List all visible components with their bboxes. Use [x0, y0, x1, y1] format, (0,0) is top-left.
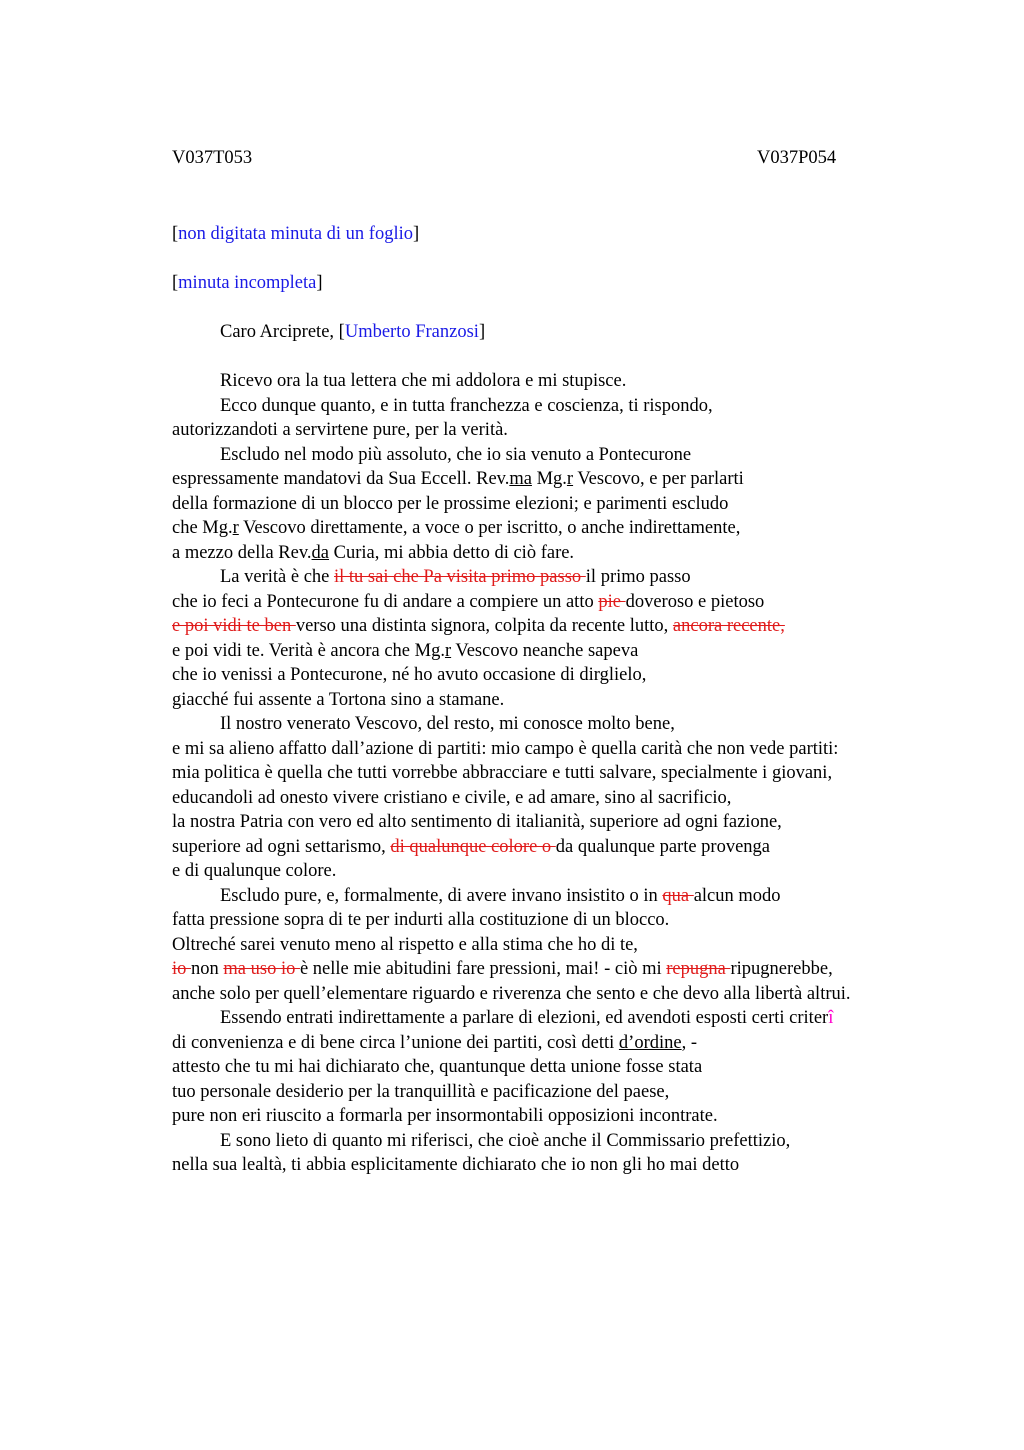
text-line: nella sua lealtà, ti abbia esplicitamente dichiarato che io non gli ho mai detto — [172, 1155, 740, 1175]
salutation: Caro Arciprete, [Umberto Franzosi] — [220, 322, 486, 342]
recipient-name: Umberto Franzosi — [344, 322, 479, 342]
text-line: Il nostro venerato Vescovo, del resto, mi conosce molto bene, — [220, 714, 675, 734]
text-line: attesto che tu mi hai dichiarato che, quantunque detta unione fosse stata — [172, 1057, 703, 1077]
text-line: La verità è che il tu sai che Pa visita primo passo il primo passo — [220, 567, 691, 587]
deleted-text: e poi vidi te ben — [172, 616, 296, 636]
text-line: della formazione di un blocco per le prossime elezioni; e parimenti escludo — [172, 493, 729, 514]
deleted-text: repugna — [666, 959, 731, 979]
text-line: pure non eri riuscito a formarla per insormontabili opposizioni incontrate. — [172, 1106, 718, 1126]
note-text: non digitata minuta di un foglio — [178, 224, 413, 244]
text-line: a mezzo della Rev.da Curia, mi abbia detto di ciò fare. — [172, 542, 575, 563]
text-line: che io feci a Pontecurone fu di andare a compiere un atto pie doveroso e pietoso — [172, 591, 765, 612]
deleted-text: ma uso io — [223, 959, 300, 979]
text-line: fatta pressione sopra di te per indurti alla costituzione di un blocco. — [172, 910, 670, 930]
text-line: Ecco dunque quanto, e in tutta franchezza e coscienza, ti rispondo, — [220, 395, 713, 416]
text-line: educandoli ad onesto vivere cristiano e civile, e ad amare, sino al sacrificio, — [172, 787, 732, 808]
text-line: autorizzandoti a servirtene pure, per la verità. — [172, 420, 508, 440]
deleted-text: qua — [662, 885, 694, 906]
deleted-text: ancora recente, — [672, 616, 785, 636]
text-line: che io venissi a Pontecurone, né ho avuto occasione di dirglielo, — [172, 665, 647, 685]
text-line: e di qualunque colore. — [172, 861, 337, 881]
right-code: V037P054 — [757, 148, 837, 168]
editor-note-2: [minuta incompleta] — [172, 273, 323, 293]
deleted-text: io — [172, 959, 192, 979]
text-line: di convenienza e di bene circa l’unione dei partiti, così detti d’ordine, - — [172, 1032, 698, 1053]
special-char: î — [828, 1008, 834, 1028]
deleted-text: di qualunque colore o — [390, 836, 556, 857]
text-line: mia politica è quella che tutti vorrebbe abbracciare e tutti salvare, specialmente i giovani, — [172, 763, 833, 783]
text-line: e poi vidi te. Verità è ancora che Mg.r Vescovo neanche sapeva — [172, 640, 639, 661]
text-line: Essendo entrati indirettamente a parlare di elezioni, ed avendoti esposti certi criterî — [220, 1008, 834, 1028]
text-line: giacché fui assente a Tortona sino a stamane. — [172, 689, 505, 710]
text-line: Ricevo ora la tua lettera che mi addolora e mi stupisce. — [220, 371, 627, 391]
editor-note-1: [non digitata minuta di un foglio] — [172, 224, 420, 244]
text-line: che Mg.r Vescovo direttamente, a voce o per iscritto, o anche indirettamente, — [172, 518, 741, 538]
text-line: Oltreché sarei venuto meno al rispetto e alla stima che ho di te, — [172, 934, 638, 955]
deleted-text: il tu sai che Pa visita primo passo — [334, 567, 586, 587]
text-line: io non ma uso io è nelle mie abitudini fare pressioni, mai! - ciò mi repugna ripugnerebbe, — [172, 959, 833, 979]
text-line: Escludo nel modo più assoluto, che io sia venuto a Pontecurone — [220, 444, 692, 465]
text-line: E sono lieto di quanto mi riferisci, che cioè anche il Commissario prefettizio, — [220, 1130, 791, 1151]
note-text: minuta incompleta — [178, 273, 317, 293]
text-line: tuo personale desiderio per la tranquillità e pacificazione del paese, — [172, 1081, 670, 1102]
text-line: anche solo per quell’elementare riguardo e riverenza che sento e che devo alla libertà altrui. — [172, 983, 851, 1004]
text-line: Escludo pure, e, formalmente, di avere invano insistito o in qua alcun modo — [220, 885, 781, 906]
left-code: V037T053 — [172, 148, 253, 168]
text-line: e poi vidi te ben verso una distinta signora, colpita da recente lutto, ancora recente, — [172, 616, 785, 636]
deleted-text: pie — [598, 591, 626, 612]
text-line: e mi sa alieno affatto dall’azione di partiti: mio campo è quella carità che non vede partiti: — [172, 738, 839, 759]
letter-body — [172, 222, 882, 1178]
text-line: la nostra Patria con vero ed alto sentimento di italianità, superiore ad ogni fazione, — [172, 812, 782, 832]
text-line: espressamente mandatovi da Sua Eccell. Rev.ma Mg.r Vescovo, e per parlarti — [172, 469, 744, 489]
text-line: superiore ad ogni settarismo, di qualunque colore o da qualunque parte provenga — [172, 836, 771, 857]
